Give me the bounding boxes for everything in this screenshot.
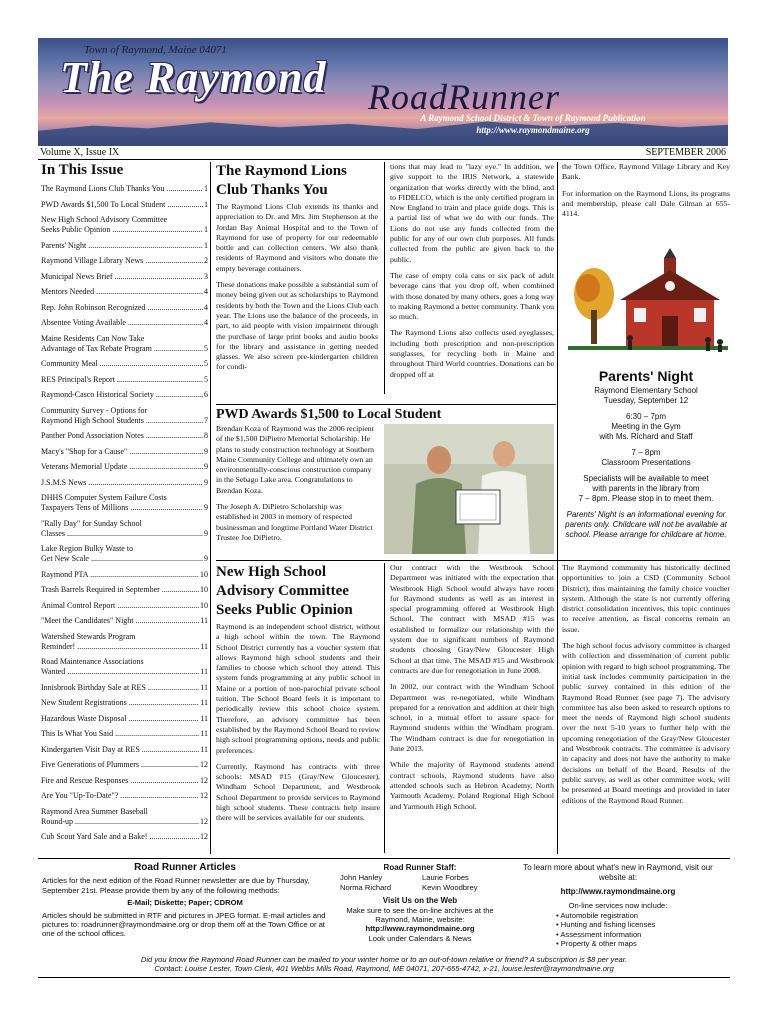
toc-item-title: Hazardous Waste Disposal .....: [41, 714, 199, 724]
submission-methods: E-Mail; Diskette; Paper; CDROM: [127, 898, 243, 908]
toc-item-title: J.S.M.S News .....: [41, 478, 203, 488]
toc-item-line: [41, 503, 208, 513]
toc-item-page: 9: [204, 503, 208, 512]
staff-member: John Hanley: [340, 873, 383, 883]
service-item: • Hunting and fishing licenses: [556, 920, 726, 929]
staff-member: Laurie Forbes: [422, 873, 469, 883]
web-url-link[interactable]: http://www.raymondmaine.org: [365, 924, 475, 934]
staff-member: Kevin Woodbrey: [422, 882, 478, 892]
toc-item-page: 10: [200, 569, 208, 579]
paragraph: These donations make possible a substantial sum of money being given out as scholarships to Raymond residents by both the Town and the Lions Club each year. The Lions use the balance of the proceeds, in part, to aid people with vision impairment through the purchase of large print books and audio books for the library and assistance in getting needed glasses. We also screen pre-kindergarten children for condi-: [216, 280, 378, 372]
toc-item[interactable]: [38, 791, 208, 801]
column-rule: [384, 162, 385, 394]
toc-heading: In This Issue: [41, 162, 124, 178]
toc-item-title: Wanted .....: [41, 667, 199, 677]
toc-item-line: [41, 416, 208, 426]
toc-item-title: Are You "Up-To-Date"? .....: [41, 791, 199, 801]
toc-item[interactable]: [38, 729, 208, 739]
pwd-heading: PWD Awards $1,500 to Local Student: [216, 404, 556, 423]
paragraph: While the majority of Raymond students attend contract schools, Raymond students have also attended schools such as Hebron Academy, North Yarmouth Academy, Poland Regional High School and Yarmouth High School.: [390, 760, 554, 811]
web-title: Visit Us on the Web: [382, 896, 458, 906]
lions-column-2: [390, 162, 554, 392]
lions-column-1: [216, 202, 378, 396]
toc-item-page: 7: [204, 415, 208, 425]
paragraph: Currently, Raymond has contracts with three schools: MSAD #15 (Gray/New Gloucester), Windham School Department, and Westbrook School Department to provide services to Raymond high school students. These contracts help insure there will be services available for our students.: [216, 761, 380, 823]
paragraph: tions that may lead to "lazy eye." In addition, we give support to the IRIS Network, a statewide organization that works directly with the blind, and to FIDELCO, which is the only certified program in New England to train and place guide dogs. This is a partial list of what we do with our funds. The Lions do not use any funds collected from the public for any of our own club purposes. All funds collected from the public are given back to the public.: [390, 162, 554, 264]
toc-item-title: Classes .....: [41, 529, 203, 539]
services-list: [556, 911, 726, 949]
pn-time-1-desc2: with Ms. Richard and Staff: [599, 432, 693, 441]
toc-item[interactable]: [38, 303, 208, 313]
toc-item-page: 11: [200, 713, 208, 723]
toc-item-title: PWD Awards $1,500 To Local Student .....: [41, 200, 203, 210]
toc-item-page: 5: [204, 374, 208, 384]
toc-item-title: Innisbrook Birthday Sale at RES .....: [41, 683, 199, 693]
toc-list: [38, 184, 208, 842]
issue-date: SEPTEMBER 2006: [645, 147, 726, 158]
toc-item[interactable]: [38, 657, 208, 677]
toc-item-title: Five Generations of Plummers .....: [41, 760, 199, 770]
service-item: • Assessment information: [556, 930, 726, 939]
toc-item[interactable]: [38, 493, 208, 513]
toc-item-title-line: Community Survey - Options for: [41, 405, 148, 415]
toc-item-title: New Student Registrations .....: [41, 698, 199, 708]
toc-item[interactable]: [38, 585, 208, 595]
toc-item-page: 12: [200, 760, 208, 769]
toc-item-page: 2: [204, 256, 208, 265]
toc-item[interactable]: [38, 447, 208, 457]
toc-item[interactable]: [38, 287, 208, 297]
toc-item[interactable]: [38, 698, 208, 708]
articles-paragraph-2: Articles should be submitted in RTF and pictures in JPEG format. E-mail articles and pictures to: roadrunner@raymondmaine.org or drop them off at the Town Office or at one of the school offices.: [42, 910, 326, 939]
toc-item-page: 9: [204, 446, 208, 456]
staff-title: Road Runner Staff:: [383, 863, 457, 872]
toc-item-line: [41, 529, 208, 539]
toc-item-page: 11: [200, 667, 208, 676]
pwd-body: [216, 424, 378, 556]
parents-night-title: Parents' Night: [598, 368, 694, 384]
toc-item[interactable]: [38, 760, 208, 770]
toc-item-title-line: DHHS Computer System Failure Costs: [41, 493, 167, 502]
toc-item[interactable]: [38, 544, 208, 564]
toc-item-page: 12: [200, 791, 208, 800]
toc-item[interactable]: [38, 215, 208, 235]
toc-item-page: 9: [204, 462, 208, 471]
road-runner-articles: [42, 863, 328, 939]
toc-item-title: Panther Pond Association Notes .....: [41, 431, 203, 441]
toc-item[interactable]: [38, 616, 208, 626]
award-photo: [384, 424, 554, 554]
toc-item-page: 11: [200, 744, 208, 754]
lions-info: [562, 162, 730, 225]
toc-item[interactable]: [38, 632, 208, 652]
toc-item-page: 8: [204, 431, 208, 440]
pn-date: Tuesday, September 12: [603, 396, 689, 405]
toc-item-line: [41, 225, 208, 235]
toc-item-title: Rep. John Robinson Recognized .....: [41, 303, 203, 313]
subscription-note: [38, 955, 730, 974]
staff-member: Norma Richard: [340, 882, 392, 892]
toc-item-page: 5: [204, 343, 208, 353]
section-rule: [216, 560, 730, 561]
toc-item[interactable]: [38, 431, 208, 441]
toc-item[interactable]: [38, 745, 208, 755]
paragraph: For information on the Raymond Lions, its programs and membership, please call Dale Gilman at 655-4114.: [562, 188, 730, 219]
pn-time-2-desc: Classroom Presentations: [601, 458, 691, 467]
web-paragraph: Make sure to see the on-line archives at the Raymond, Maine, website:: [346, 905, 494, 925]
toc-item-line: [41, 344, 208, 354]
paragraph: Raymond is an independent school district, without a high school within the town. The Raymond School District currently has a voucher system that allows Raymond high school students and their families to choose which school they attend. This system funds programming at any public school in Maine or a portion of non-parochial private school tuition. The School Board feels it is important to periodically review this school choice system. Therefore, an advisory committee has been established by the Raymond School Board to review high school programming options, needs and public preferences.: [216, 622, 380, 755]
toc-item[interactable]: [38, 776, 208, 786]
pn-school: Raymond Elementary School: [594, 386, 698, 395]
toc-item-title: Community Meal .....: [41, 359, 203, 369]
toc-item-title: Raymond High School Students .....: [41, 416, 203, 426]
toc-item-title: This Is What You Said .....: [41, 729, 199, 739]
paragraph: The high school focus advisory committee is charged with collection and dissemination of current public opinion with regard to high school programming. The initial task includes community participation in the public survey contained in this edition of the Raymond Road Runner (see page 7). The advisory committee has also been asked to research options to meet the needs of Raymond high school students over the next 5-10 years to further help with the upcoming renegotiation of the Gray/New Gloucester and Westbrook contracts. The committee is advisory in capacity and does not have the authority to make decisions on behalf of the Board. Results of the public survey, as well as other committee work, will be presented at Board meetings and provided in later editions of the Raymond Road Runner.: [562, 641, 730, 805]
toc-item[interactable]: [38, 359, 208, 369]
masthead-url[interactable]: http://www.raymondmaine.org: [476, 125, 590, 135]
subscription-text: Did you know the Raymond Road Runner can be mailed to your winter home or to an out-of-town relative or friend? A subscription is $8 per year.: [140, 955, 628, 964]
toc-item-page: 1: [204, 184, 208, 193]
toc-item[interactable]: [38, 184, 208, 194]
volume-label: Volume X, Issue IX: [40, 147, 120, 158]
footer: [38, 858, 730, 978]
service-item: • Automobile registration: [556, 911, 726, 920]
pn-specialists-3: 7 – 8pm. Please stop in to meet them.: [578, 494, 714, 503]
paragraph: The Joseph A. DiPietro Scholarship was established in 2003 in memory of respected businessman and longtime Portland Water District Trustee Joe DiPietro.: [216, 502, 373, 542]
toc-item-page: 3: [204, 271, 208, 281]
pn-specialists-1: Specialists will be available to meet: [583, 474, 709, 483]
toc-item[interactable]: [38, 272, 208, 282]
toc-item-title: Seeks Public Opinion .....: [41, 225, 203, 235]
toc-item[interactable]: [38, 390, 208, 400]
paragraph: The Raymond Lions also collects used eyeglasses, including both prescription and non-prescription sunglasses, for recycling both in Maine and throughout Third World countries. Donations can be dropped off at: [390, 328, 554, 379]
toc-item-page: 12: [200, 816, 208, 826]
toc-item-title: Raymond Village Library News .....: [41, 256, 203, 266]
issue-bar: [38, 146, 728, 160]
toc-item-title: The Raymond Lions Club Thanks You .....: [41, 184, 203, 194]
pn-time-1-desc: Meeting in the Gym: [611, 422, 681, 431]
title-the-raymond: The Raymond: [60, 53, 327, 102]
toc-item[interactable]: [38, 241, 208, 251]
toc-item-title: Cub Scout Yard Sale and a Bake! .....: [41, 832, 199, 842]
toc-item-page: 1: [204, 199, 208, 209]
paragraph: In 2002, our contract with the Windham School Department was re-negotiated, while Windham prepared for a renovation and addition at their high school, in a mutual effort to assure space for Raymond students within the Windham program. The Windham contract is due for renegotiation in June 2013.: [390, 682, 554, 754]
advisory-heading: New High School Advisory Committee Seeks Public Opinion: [216, 564, 353, 618]
toc-item-title-line: Maine Residents Can Now Take: [41, 333, 145, 343]
toc-item-page: 12: [200, 832, 208, 841]
learn-more: [510, 863, 726, 949]
toc-item-page: 1: [204, 225, 208, 234]
toc-item[interactable]: [38, 334, 208, 354]
toc-item[interactable]: [38, 832, 208, 842]
toc-item-title: Animal Control Report .....: [41, 601, 199, 611]
title-roadrunner: RoadRunner: [368, 77, 560, 117]
lions-heading: The Raymond Lions Club Thanks You: [216, 163, 347, 198]
toc-item-title: Round-up .....: [41, 817, 199, 827]
toc-item-page: 9: [204, 477, 208, 487]
advisory-column-1: [216, 622, 380, 850]
toc-item[interactable]: [38, 256, 208, 266]
articles-paragraph-1: Articles for the next edition of the Road Runner newsletter are due by Thursday, September 21st. Please provide them by any of the following methods:: [42, 876, 310, 895]
toc-item-title: Raymond PTA .....: [41, 570, 199, 580]
toc-item-title: Veterans Memorial Update .....: [41, 462, 203, 472]
toc-item-title: "Meet the Candidates" Night .....: [41, 616, 199, 626]
toc-item-title: Parents' Night .....: [41, 241, 203, 251]
toc-item[interactable]: [38, 601, 208, 611]
toc-item-line: [41, 642, 208, 652]
paragraph: the Town Office, Raymond Village Library and Key Bank.: [562, 162, 730, 182]
masthead-subtitle: A Raymond School District & Town of Raymond Publication: [420, 113, 646, 123]
in-this-issue: [38, 162, 208, 848]
toc-item-page: 12: [200, 775, 208, 785]
pn-note: Parents' Night is an informational evening for parents only. Childcare will not be available at school. Please arrange for childcare at home.: [565, 510, 727, 539]
toc-item-title: Kindergarten Visit Day at RES .....: [41, 745, 199, 755]
column-rule: [557, 162, 558, 854]
parents-night-details: [562, 386, 730, 540]
articles-title: Road Runner Articles: [134, 862, 236, 873]
web-paragraph-2: Look under Calendars & News: [368, 933, 472, 943]
toc-item-title-line: Road Maintenance Associations: [41, 657, 144, 666]
toc-item-title: Macy's "Shop for a Cause" .....: [41, 447, 203, 457]
toc-item-title: Trash Barrels Required in September .....: [41, 585, 199, 595]
toc-item-title-line: Watershed Stewards Program: [41, 631, 136, 641]
toc-item-title-line: Lake Region Bulky Waste to: [41, 544, 134, 553]
toc-item-line: [41, 817, 208, 827]
toc-item-page: 1: [204, 240, 208, 250]
town-line: Town of Raymond, Maine 04071: [84, 44, 227, 56]
toc-item-title-line: Raymond Area Summer Baseball: [41, 806, 148, 816]
toc-item-title: Raymond-Casco Historical Society .....: [41, 390, 203, 400]
learn-url-link[interactable]: http://www.raymondmaine.org: [560, 887, 676, 896]
toc-item[interactable]: [38, 462, 208, 472]
paragraph: Brendan Koza of Raymond was the 2006 recipient of the $1,500 DiPietro Memorial Scholarship. He plans to study construction technology at Southern Maine Community College and ultimately own an environmentally-conscious construction company in the Sebago Lake area. Congratulations to Brendan Koza.: [216, 424, 375, 495]
toc-item[interactable]: [38, 683, 208, 693]
toc-item-page: 5: [204, 359, 208, 368]
paragraph: Our contract with the Westbrook School Department was initiated with the expectation that Westbrook High School would always have room for Raymond students as well as an interest in special programming offered at Westbrook High School. The contract with MSAD #15 was established to formalize our relationship with the system due to significant numbers of Raymond students choosing Gray/New Gloucester High School at that time. The MSAD #15 and Westbrook contracts are due for renegotiation in June 2008.: [390, 563, 554, 675]
contact-text: Contact: Louise Lester, Town Clerk, 401 Webbs Mills Road, Raymond, ME 04071, 207-655-4742, x-21, louise.lester@raymondmaine.org: [154, 964, 614, 974]
toc-item-title: Mentors Needed .....: [41, 287, 203, 297]
toc-item-title: Get New Scale .....: [41, 554, 203, 564]
schoolhouse-icon: [568, 248, 728, 366]
toc-item-page: 10: [200, 585, 208, 594]
toc-item[interactable]: [38, 807, 208, 827]
learn-text: To learn more about what's new in Raymond, visit our website at:: [523, 863, 713, 882]
toc-item-page: 11: [200, 641, 208, 651]
paragraph: The case of empty cola cans or six pack of adult beverage cans that you drop off, when combined with those donated by many others, goes a long way to making Raymond a better community. Thank you so much.: [390, 270, 554, 322]
toc-item-page: 10: [200, 600, 208, 610]
toc-item-page: 11: [200, 682, 208, 692]
pn-time-1: 6:30 – 7pm: [625, 412, 667, 421]
toc-item-page: 4: [204, 302, 208, 312]
toc-item-title: Advantage of Tax Rebate Program .....: [41, 344, 203, 354]
toc-item-page: 9: [204, 554, 208, 563]
toc-item-page: 6: [204, 390, 208, 399]
toc-item-page: 11: [200, 729, 208, 738]
toc-item-page: 11: [200, 698, 208, 707]
toc-item-line: [41, 554, 208, 564]
toc-item[interactable]: [38, 406, 208, 426]
toc-item-line: [41, 667, 208, 677]
toc-item-title: Municipal News Brief .....: [41, 272, 203, 282]
toc-item-title-line: "Rally Day" for Sunday School: [41, 518, 142, 528]
toc-item-title: Reminder! .....: [41, 642, 199, 652]
toc-item-title: Absentee Voting Available .....: [41, 318, 203, 328]
toc-item[interactable]: [38, 570, 208, 580]
services-title: On-line services now include:: [568, 901, 668, 910]
advisory-column-2: [390, 563, 554, 851]
pn-specialists-2: with parents in the library from: [592, 484, 700, 493]
column-rule: [210, 162, 211, 854]
toc-item[interactable]: [38, 714, 208, 724]
toc-item-page: 4: [204, 318, 208, 327]
staff-and-web: [336, 863, 504, 943]
column-rule: [384, 563, 385, 853]
toc-item[interactable]: [38, 318, 208, 328]
toc-item-title: RES Principal's Report .....: [41, 375, 203, 385]
toc-item-page: 11: [200, 616, 208, 625]
toc-item-title: Fire and Rescue Responses .....: [41, 776, 199, 786]
staff-list: [340, 873, 504, 892]
advisory-column-3: [562, 563, 730, 851]
toc-item-title-line: New High School Advisory Committee: [41, 215, 168, 224]
toc-item[interactable]: [38, 200, 208, 210]
masthead: [38, 38, 728, 146]
paragraph: The Raymond community has historically declined opportunities to join a CSD (Community School District), thus maintaining the family choice voucher system. Although the state is not currently offering district consolidation incentives, this topic continues to receive attention, as fiscal concerns remain an issue.: [562, 563, 730, 634]
toc-item[interactable]: [38, 478, 208, 488]
toc-item[interactable]: [38, 375, 208, 385]
toc-item-page: 9: [204, 528, 208, 538]
toc-item[interactable]: [38, 519, 208, 539]
toc-item-page: 4: [204, 287, 208, 296]
toc-item-title: Taxpayers Tens of Millions .....: [41, 503, 203, 513]
pn-time-2: 7 – 8pm: [631, 448, 661, 457]
paragraph: The Raymond Lions Club extends its thanks and appreciation to Dr. and Mrs. Jim Stephenson at the Jordan Bay Animal Hospital and to the Town of Raymond for use of property for our redeemable bottle and can collection centers. We also thank residents of Raymond and visitors who donate the empty beverage containers.: [216, 202, 378, 273]
service-item: • Property & other maps: [556, 939, 726, 948]
